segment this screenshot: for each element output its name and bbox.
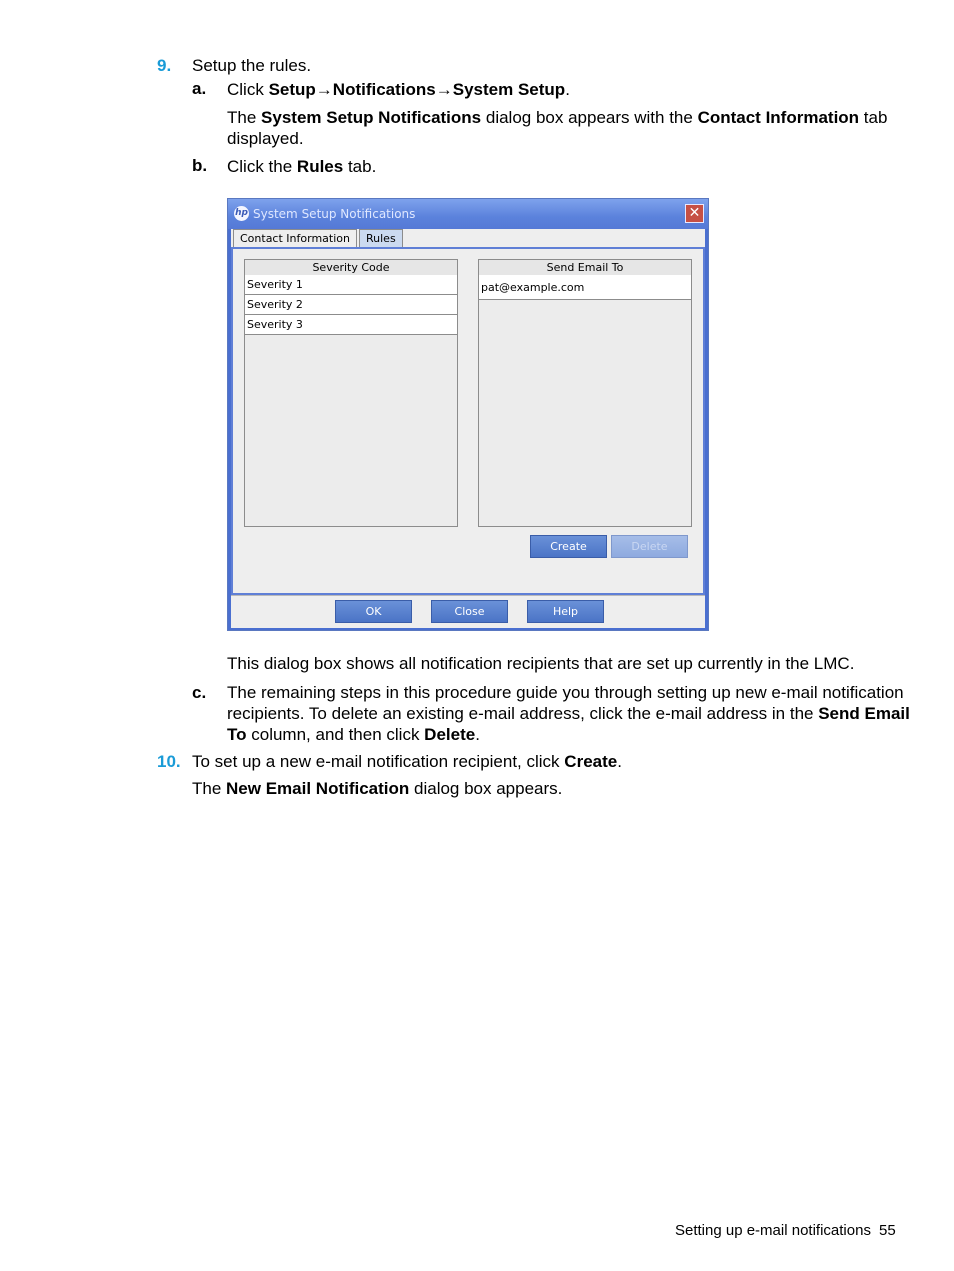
substep-a-text: Click Setup→Notifications→System Setup. <box>227 80 570 99</box>
ok-button[interactable]: OK <box>335 600 412 623</box>
hp-logo-icon: hp <box>234 206 249 221</box>
dialog-titlebar <box>228 199 708 229</box>
severity-column-header: Severity Code <box>245 260 457 276</box>
table-row[interactable]: Severity 1 <box>245 275 457 295</box>
table-row[interactable]: pat@example.com <box>479 275 691 300</box>
table-row[interactable]: Severity 3 <box>245 315 457 335</box>
table-row[interactable]: Severity 2 <box>245 295 457 315</box>
tab-rules[interactable]: Rules <box>359 229 403 248</box>
delete-button[interactable]: Delete <box>611 535 688 558</box>
substep-c-line2: recipients. To delete an existing e-mail address, click the e-mail address in the Send Email <box>227 704 910 723</box>
step10-text: To set up a new e-mail notification recipient, click Create. <box>192 752 622 771</box>
close-button[interactable]: Close <box>431 600 508 623</box>
substep-letter: a. <box>192 79 207 98</box>
substep-c-line1: The remaining steps in this procedure guide you through setting up new e-mail notification <box>227 683 904 702</box>
rules-tab-panel <box>231 247 705 595</box>
substep-a-description: The System Setup Notifications dialog box appears with the Contact Information tab <box>227 108 888 127</box>
tab-contact-information[interactable]: Contact Information <box>233 229 357 247</box>
send-email-table <box>478 259 692 527</box>
dialog-button-bar <box>231 595 705 628</box>
create-button[interactable]: Create <box>530 535 607 558</box>
close-icon[interactable]: ✕ <box>685 204 704 223</box>
substep-a-description-cont: displayed. <box>227 129 304 148</box>
step-number: 9. <box>157 56 172 75</box>
dialog-body <box>231 229 705 628</box>
dialog-title: System Setup Notifications <box>253 207 416 221</box>
dialog-explanation: This dialog box shows all notification recipients that are set up currently in the LMC. <box>227 654 855 673</box>
page-number: 55 <box>879 1222 896 1239</box>
step-number: 10. <box>157 752 181 771</box>
footer-section-title: Setting up e-mail notifications <box>675 1222 871 1239</box>
system-setup-notifications-dialog <box>227 198 709 631</box>
step10-result: The New Email Notification dialog box appears. <box>192 779 563 798</box>
substep-b-text: Click the Rules tab. <box>227 157 377 176</box>
substep-c-line3: To column, and then click Delete. <box>227 725 480 744</box>
substep-letter: c. <box>192 683 207 702</box>
severity-table <box>244 259 458 527</box>
step-text: Setup the rules. <box>192 56 312 75</box>
send-email-column-header: Send Email To <box>479 260 691 276</box>
help-button[interactable]: Help <box>527 600 604 623</box>
substep-letter: b. <box>192 156 208 175</box>
